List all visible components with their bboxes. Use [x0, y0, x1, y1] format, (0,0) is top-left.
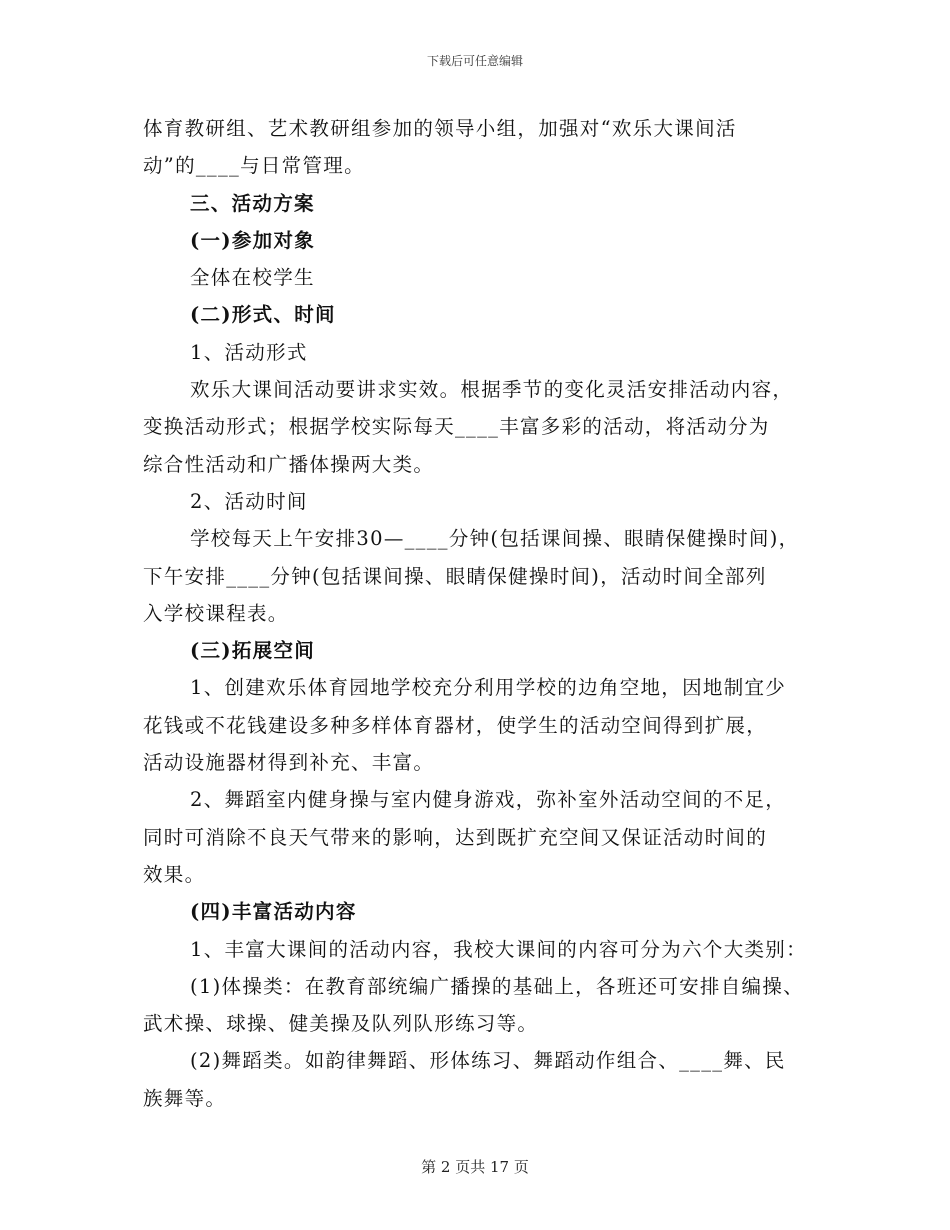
paragraph-line: 全体在校学生: [190, 266, 315, 290]
paragraph-line: 动”的____与日常管理。: [143, 154, 365, 178]
paragraph-line: 体育教研组、艺术教研组参加的领导小组，加强对“欢乐大课间活: [143, 117, 737, 140]
subsection-heading: (一)参加对象: [190, 228, 316, 252]
paragraph-line: 变换活动形式；根据学校实际每天____丰富多彩的活动，将活动分为: [143, 415, 770, 439]
paragraph-line: 活动设施器材得到补充、丰富。: [143, 751, 435, 775]
item-heading: 2、活动时间: [190, 489, 308, 513]
paragraph-line: 同时可消除不良天气带来的影响，达到既扩充空间又保证活动时间的: [143, 825, 768, 849]
section-heading: 三、活动方案: [190, 191, 315, 215]
paragraph-line: (1)体操类：在教育部统编广播操的基础上，各班还可安排自编操、: [190, 974, 804, 998]
paragraph-line: 欢乐大课间活动要讲求实效。根据季节的变化灵活安排活动内容，: [190, 378, 794, 402]
page-header: 下载后可任意编辑: [426, 54, 523, 68]
paragraph-line: 下午安排____分钟(包括课间操、眼睛保健操时间)，活动时间全部列: [143, 564, 767, 588]
paragraph-line: 2、舞蹈室内健身操与室内健身游戏，弥补室外活动空间的不足，: [190, 788, 787, 812]
subsection-heading: (三)拓展空间: [190, 639, 316, 663]
subsection-heading: (四)丰富活动内容: [190, 900, 357, 924]
paragraph-line: 花钱或不花钱建设多种多样体育器材，使学生的活动空间得到扩展，: [143, 713, 768, 737]
paragraph-line: 入学校课程表。: [143, 601, 289, 625]
paragraph-line: 1、丰富大课间的活动内容，我校大课间的内容可分为六个大类别：: [190, 937, 807, 961]
paragraph-line: 1、创建欢乐体育园地学校充分利用学校的边角空地，因地制宜少: [190, 676, 787, 700]
paragraph-line: 武术操、球操、健美操及队列队形练习等。: [143, 1012, 539, 1036]
page-number-footer: 第 2 页共 17 页: [421, 1158, 529, 1176]
subsection-heading: (二)形式、时间: [190, 303, 336, 327]
document-body: [143, 110, 833, 1117]
paragraph-line: 学校每天上午安排30—____分钟(包括课间操、眼睛保健操时间)，: [190, 527, 800, 551]
item-heading: 1、活动形式: [190, 340, 308, 364]
paragraph-line: 综合性活动和广播体操两大类。: [143, 452, 435, 476]
paragraph-line: 效果。: [143, 862, 206, 886]
paragraph-line: 族舞等。: [143, 1086, 227, 1110]
paragraph-line: (2)舞蹈类。如韵律舞蹈、形体练习、舞蹈动作组合、____舞、民: [190, 1049, 786, 1073]
